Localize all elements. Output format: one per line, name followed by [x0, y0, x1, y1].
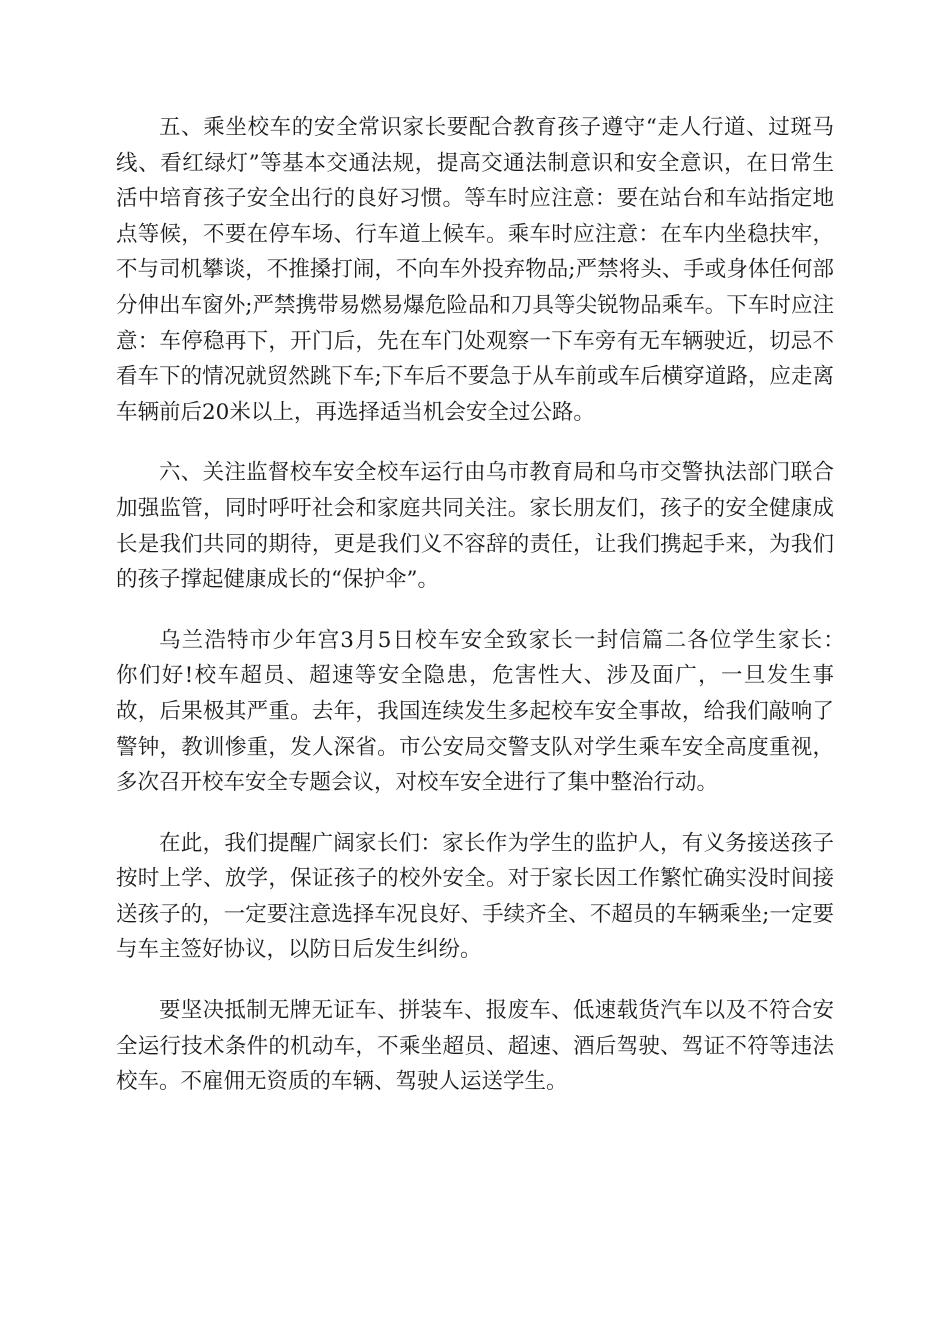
document-body	[116, 110, 856, 1125]
paragraph-parent-reminder: 在此，我们提醒广阔家长们：家长作为学生的监护人，有义务接送孩子按时上学、放学，保证孩子的校外安全。对于家长因工作繁忙确实没时间接送孩子的，一定要注意选择车况良好、手续齐全、不超员的车辆乘坐;一定要与车主签好协议，以防日后发生纠纷。	[116, 830, 834, 963]
paragraph-refuse-illegal-vehicles: 要坚决抵制无牌无证车、拼装车、报废车、低速载货汽车以及不符合安全运行技术条件的机动车，不乘坐超员、超速、酒后驾驶、驾证不符等违法校车。不雇佣无资质的车辆、驾驶人运送学生。	[116, 998, 834, 1095]
paragraph-school-bus-safety-knowledge: 五、乘坐校车的安全常识家长要配合教育孩子遵守“走人行道、过斑马线、看红绿灯”等基本交通法规，提高交通法制意识和安全意识，在日常生活中培育孩子安全出行的良好习惯。等车时应注意：要在站台和车站指定地点等候，不要在停车场、行车道上候车。乘车时应注意：在车内坐稳扶牢，不与司机攀谈，不推搡打闹，不向车外投弃物品;严禁将头、手或身体任何部分伸出车窗外;严禁携带易燃易爆危险品和刀具等尖锐物品乘车。下车时应注意：车停稳再下，开门后，先在车门处观察一下车旁有无车辆驶近，切忌不看车下的情况就贸然跳下车;下车后不要急于从车前或车后横穿道路，应走离车辆前后20米以上，再选择适当机会安全过公路。	[116, 115, 834, 425]
paragraph-supervise-school-bus-safety: 六、关注监督校车安全校车运行由乌市教育局和乌市交警执法部门联合加强监管，同时呼吁社会和家庭共同关注。家长朋友们，孩子的安全健康成长是我们共同的期待，更是我们义不容辞的责任，让我们携起手来，为我们的孩子撑起健康成长的“保护伞”。	[116, 460, 834, 593]
paragraph-letter-to-parents: 乌兰浩特市少年宫3月5日校车安全致家长一封信篇二各位学生家长： 你们好!校车超员、超速等安全隐患，危害性大、涉及面广，一旦发生事故，后果极其严重。去年，我国连续发生多起校车安全事故，给我们敲响了警钟，教训惨重，发人深省。市公安局交警支队对学生乘车安全高度重视，多次召开校车安全专题会议，对校车安全进行了集中整治行动。	[116, 627, 856, 796]
